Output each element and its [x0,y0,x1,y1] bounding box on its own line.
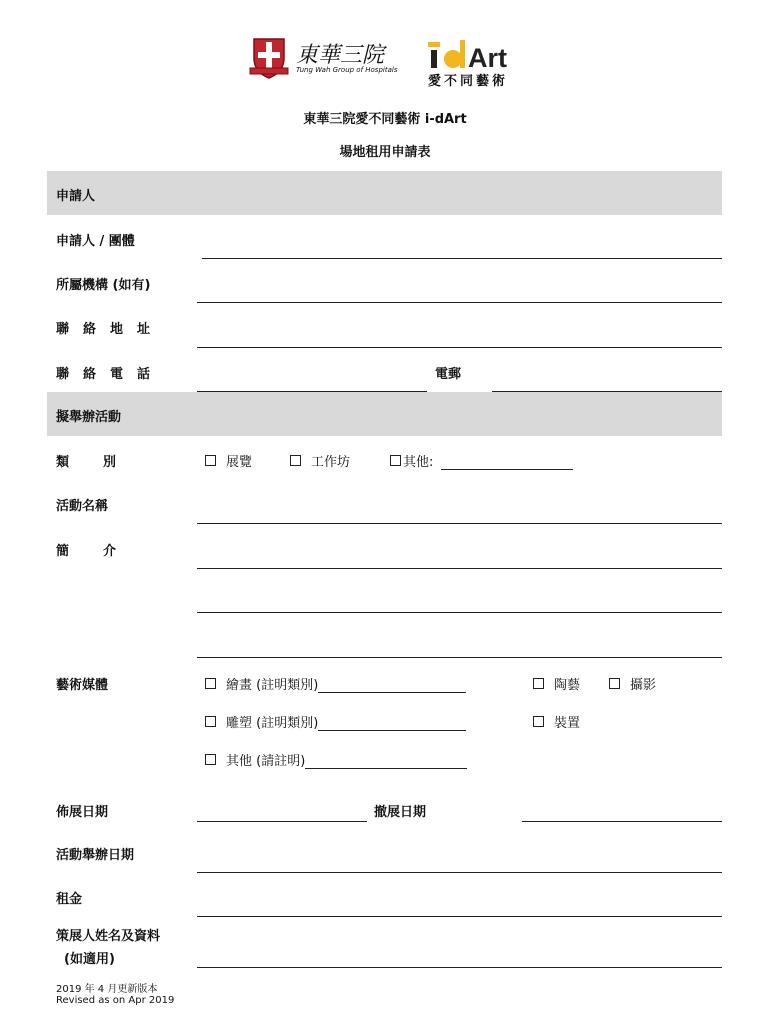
applicant-field[interactable] [202,258,722,259]
intro-label-text: 簡介 [56,544,151,559]
rent-label: 租金 [56,892,83,907]
workshop-label: 工作坊 [311,455,351,470]
idart-logo-mark-icon [428,38,528,70]
svg-text:Art: Art [468,43,507,70]
media-other-label: 其他 (請註明) [226,754,306,769]
media-other-checkbox[interactable] [205,754,216,765]
twgh-logo-subtext: Tung Wah Group of Hospitals [296,66,398,74]
idart-logo [428,38,528,88]
sculpture-label: 雕塑 (註明類別) [226,716,319,731]
category-other-option[interactable] [390,451,573,470]
org-label: 所屬機構 (如有) [56,278,151,293]
teardown-date-field[interactable] [522,821,722,822]
photography-label: 攝影 [630,678,657,693]
version-zh: 2019 年 4 月更新版本 [56,984,158,995]
category-label [56,451,150,470]
setup-date-label: 佈展日期 [56,805,109,820]
idart-logo-subtext: 愛不同藝術 [428,74,509,89]
painting-label: 繪畫 (註明類別) [226,678,319,693]
form-subtitle: 場地租用申請表 [339,145,431,160]
sculpture-field[interactable] [318,718,466,731]
rent-field[interactable] [197,916,722,917]
exhibition-checkbox[interactable] [205,455,216,466]
twgh-logo-text: 東華三院 [296,43,385,68]
category-label-text: 類別 [56,455,151,470]
applicant-section-band [47,171,722,215]
twgh-logo [248,36,408,84]
intro-field-line-1[interactable] [197,568,722,569]
event-section-band [47,392,722,436]
media-other-option[interactable] [205,750,467,769]
twgh-crest-icon [248,36,290,80]
ceramics-checkbox[interactable] [533,678,544,689]
version-en: Revised as on Apr 2019 [56,995,175,1006]
installation-checkbox[interactable] [533,716,544,727]
photography-checkbox[interactable] [609,678,620,689]
org-field[interactable] [197,302,722,303]
email-label: 電郵 [435,367,462,382]
form-title: 東華三院愛不同藝術 i-dArt [303,112,467,127]
address-label: 聯絡地址 [56,322,165,337]
exhibition-label: 展覽 [226,455,253,470]
teardown-date-label: 撤展日期 [374,805,427,820]
event-name-field[interactable] [197,523,722,524]
category-workshop-option[interactable] [290,451,350,470]
phone-label: 聯絡電話 [56,367,165,382]
event-dates-field[interactable] [197,872,722,873]
other-category-field[interactable] [441,457,573,470]
sculpture-checkbox[interactable] [205,716,216,727]
category-exhibition-option[interactable] [205,451,252,470]
applicant-label: 申請人 / 團體 [56,234,135,249]
other-category-checkbox[interactable] [390,455,401,466]
curator-label-note: (如適用) [64,952,115,967]
intro-label [56,540,150,559]
ceramics-label: 陶藝 [554,678,581,693]
applicant-section-heading: 申請人 [56,189,96,204]
intro-field-line-3[interactable] [197,657,722,658]
media-other-field[interactable] [305,756,467,769]
installation-label: 裝置 [554,716,581,731]
media-painting-option[interactable] [205,674,466,693]
other-category-label: 其他: [403,455,434,470]
address-field[interactable] [197,347,722,348]
intro-field-line-2[interactable] [197,612,722,613]
event-dates-label: 活動舉辦日期 [56,848,135,863]
curator-field[interactable] [197,967,722,968]
curator-label: 策展人姓名及資料 [56,929,161,944]
media-installation-option[interactable] [533,712,580,731]
setup-date-field[interactable] [197,821,367,822]
media-photography-option[interactable] [609,674,656,693]
painting-checkbox[interactable] [205,678,216,689]
event-name-label: 活動名稱 [56,499,109,514]
media-label: 藝術媒體 [56,678,109,693]
media-ceramics-option[interactable] [533,674,580,693]
workshop-checkbox[interactable] [290,455,301,466]
painting-field[interactable] [318,680,466,693]
media-sculpture-option[interactable] [205,712,466,731]
event-section-heading: 擬舉辦活動 [56,410,122,425]
